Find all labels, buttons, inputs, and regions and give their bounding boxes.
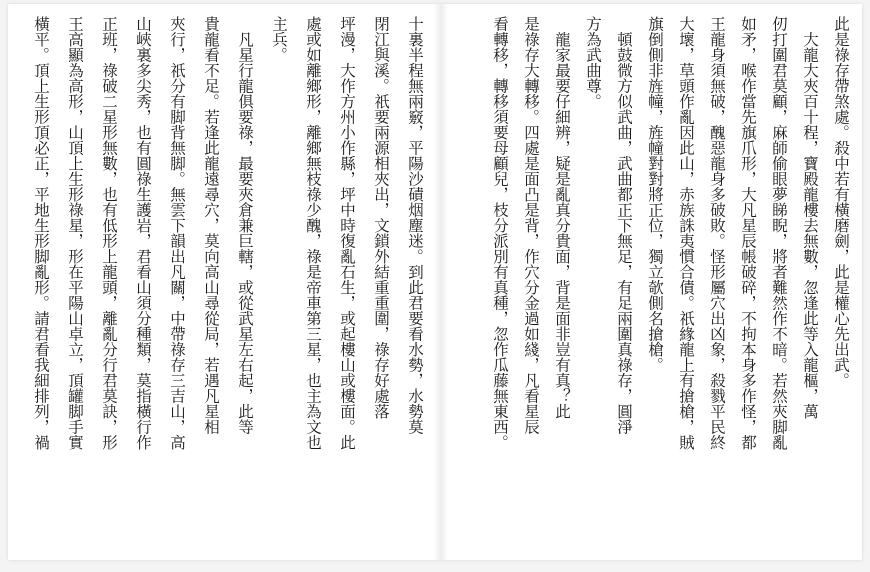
text-column: 此是祿存帶煞處。殺中若有橫磨劍，此是權心先出武。 [832, 16, 850, 388]
text-column: 處或如離鄉形，離鄉無枝祿少醜，祿是帝車第三星，也主為文也 [304, 16, 322, 450]
text-column: 正班，祿破二星形無數，也有低形上龍頭，離亂分行君莫訣，形 [100, 16, 118, 450]
book-spread [8, 4, 862, 560]
text-column: 主兵。 [270, 16, 288, 63]
text-column: 橫平。頂上生形頂必正，平地生形脚亂形。請君看我細排列，禍 [32, 16, 50, 450]
text-column: 大龍大夾百十程，寶殿龍樓去無數，忽逢此等入龍樞，萬 [801, 16, 819, 419]
text-column: 大壞，草頭作亂因此山，赤族誅夷慣合債。祇緣龍上有搶槍，賊 [677, 16, 695, 450]
text-column: 貴龍看不足。若逢此龍遠尋穴，莫向高山尋從局，若遇凡星相 [202, 16, 220, 435]
text-column: 旗倒側非旌幢，旌幢對對將正位，獨立欹側名搶槍。 [646, 16, 664, 373]
text-column: 王龍身須無破，醜惡龍身多破敗。怪形屬穴出凶象，殺戮平民終 [708, 16, 726, 450]
text-column: 如矛，喉作當先旗爪形，大凡星辰帳破碎，不拘本身多作怪，都 [739, 16, 757, 450]
text-column: 山峽裏多尖秀，也有圓祿生護岩，君看山須分種類，莫指橫行作 [134, 16, 152, 450]
text-column: 閉江與溪。祇要兩源相夾出，文鎖外結重重圍，祿存好處落 [372, 16, 390, 419]
text-column: 王高顯為高形，山頂上生形祿星，形在平陽山卓立，頂罐脚手實 [66, 16, 84, 450]
text-column: 夾行，祇分有脚背無脚。無雲下韻出凡關，中帶祿存三吉山，高 [168, 16, 186, 450]
book-gutter [434, 4, 448, 560]
text-column: 凡星行龍俱要祿，最要夾倉兼巨轄，或從武星左右起，此等 [236, 16, 254, 435]
text-column: 十裏半程無兩竅，平陽沙磧烟塵迷。到此君要看水勢，水勢莫 [406, 16, 424, 435]
text-column: 仞打圍君莫顧，麻師偷眼夢睇睨，將者難然作不暗。若然夾脚亂 [770, 16, 788, 450]
text-column: 是祿存大轉移。四處是面凸是背，作穴分金過如綫，凡看星辰 [522, 16, 540, 435]
text-column: 看轉移，轉移須要母顧兒，枝分派別有真種，忽作瓜藤無東西。 [491, 16, 509, 450]
right-page [478, 16, 850, 556]
text-column: 龍家最要仔細辨，疑是亂真分貴面，背是面非豈有真？此 [553, 16, 571, 419]
text-column: 頓鼓微方似武曲，武曲都正下無足，有足兩圍真祿存，圓淨 [615, 16, 633, 435]
text-column: 方為武曲尊。 [584, 16, 602, 109]
left-page [20, 16, 424, 556]
text-column: 坪漫，大作方州小作縣，坪中時復亂石生，或起樓山或樓面。此 [338, 16, 356, 450]
